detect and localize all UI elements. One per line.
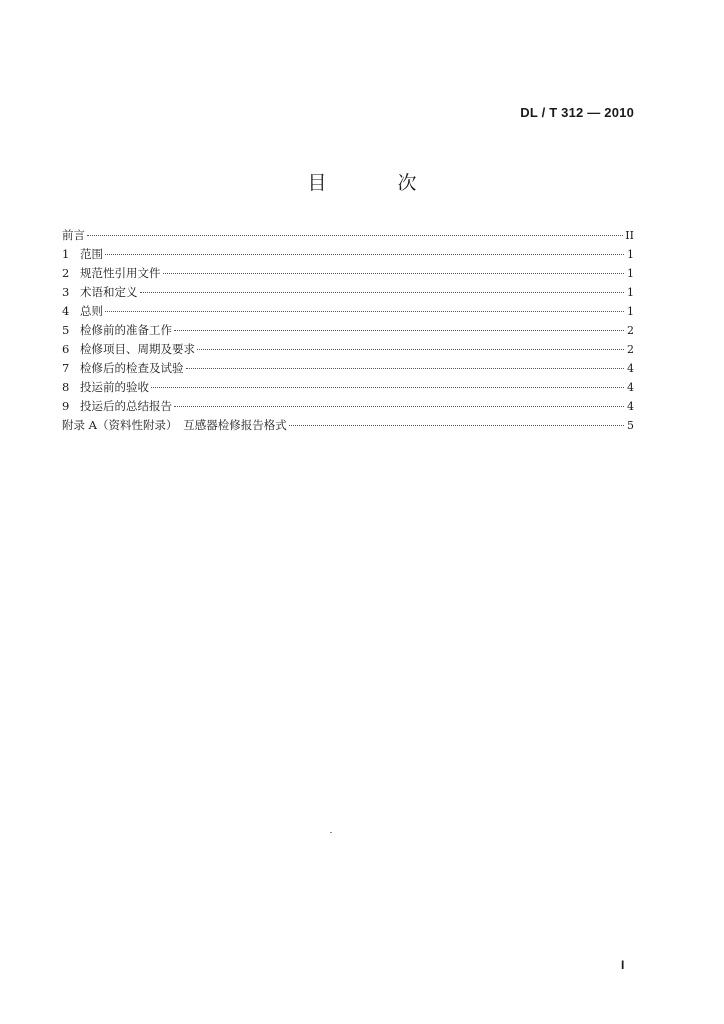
toc-leader — [105, 254, 624, 255]
toc-entry-8[interactable] — [62, 379, 634, 398]
toc-leader — [289, 425, 624, 426]
toc-entry-text: 前言 — [62, 228, 85, 242]
toc-entry-page: 2 — [627, 324, 634, 337]
toc-entry-number: 4 — [62, 304, 70, 318]
toc-entry-number: 5 — [62, 323, 70, 337]
toc-entry-text: 投运后的总结报告 — [80, 399, 172, 413]
document-code: DL / T 312 — 2010 — [520, 105, 634, 120]
toc-entry-page: 1 — [627, 286, 634, 299]
toc-leader — [197, 349, 624, 350]
toc-leader — [140, 292, 625, 293]
toc-entry-text: 检修前的准备工作 — [80, 323, 172, 337]
toc-entry-page: 5 — [627, 419, 634, 432]
page-number: I — [621, 958, 625, 972]
toc-entry-9[interactable] — [62, 398, 634, 417]
toc-leader — [174, 406, 624, 407]
toc-entry-6[interactable] — [62, 341, 634, 360]
toc-entry-5[interactable] — [62, 322, 634, 341]
toc-entry-text: 范围 — [80, 247, 103, 261]
toc-entry-text: 检修项目、周期及要求 — [80, 342, 195, 356]
toc-entry-page: 4 — [627, 381, 634, 394]
toc-entry-foreword[interactable] — [62, 227, 634, 246]
toc-leader — [163, 273, 625, 274]
toc-entry-number: 1 — [62, 247, 70, 261]
toc-entry-page: 1 — [627, 248, 634, 261]
toc-entry-text: 附录 A（资料性附录） 互感器检修报告格式 — [62, 418, 287, 432]
toc-entry-text: 检修后的检查及试验 — [80, 361, 184, 375]
toc-entry-number: 6 — [62, 342, 70, 356]
toc-entry-text: 术语和定义 — [80, 285, 138, 299]
toc-entry-4[interactable] — [62, 303, 634, 322]
toc-entry-number: 7 — [62, 361, 70, 375]
toc-entry-2[interactable] — [62, 265, 634, 284]
toc-title: 目 次 — [307, 172, 443, 194]
toc-entry-number: 9 — [62, 399, 70, 413]
toc-entry-appendix-a[interactable] — [62, 417, 634, 436]
toc-leader — [174, 330, 624, 331]
toc-entry-page: 4 — [627, 400, 634, 413]
toc-leader — [105, 311, 624, 312]
toc-entry-page: 1 — [627, 305, 634, 318]
toc-leader — [186, 368, 625, 369]
toc-entry-text: 投运前的验收 — [80, 380, 149, 394]
toc-entry-7[interactable] — [62, 360, 634, 379]
toc-entry-page: 2 — [627, 343, 634, 356]
toc-entry-number: 3 — [62, 285, 70, 299]
toc-entry-number: 8 — [62, 380, 70, 394]
toc-entry-3[interactable] — [62, 284, 634, 303]
toc-entry-text: 规范性引用文件 — [80, 266, 161, 280]
toc-entry-number: 2 — [62, 266, 70, 280]
toc-entry-page: 1 — [627, 267, 634, 280]
toc-entry-1[interactable] — [62, 246, 634, 265]
toc-leader — [151, 387, 624, 388]
toc-entry-text: 总则 — [80, 304, 103, 318]
table-of-contents — [62, 227, 634, 436]
toc-entry-page: II — [625, 229, 634, 242]
toc-entry-page: 4 — [627, 362, 634, 375]
scan-speck — [330, 832, 332, 833]
toc-leader — [87, 235, 623, 236]
